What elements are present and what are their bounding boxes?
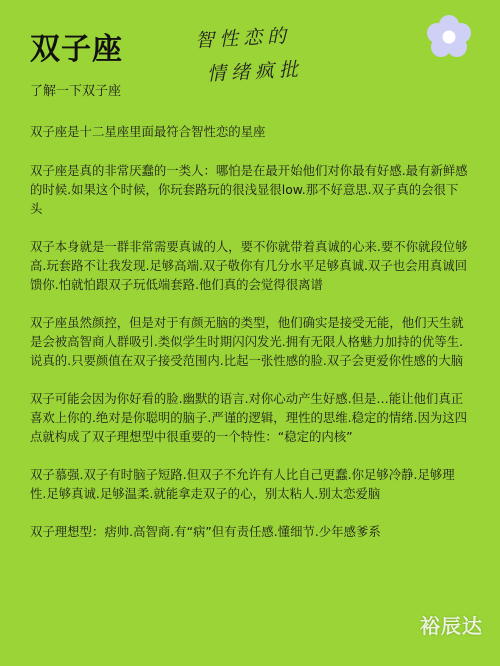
handwritten-caption xyxy=(194,16,347,92)
flower-icon xyxy=(426,14,472,60)
paragraph-4: 双子可能会因为你好看的脸.幽默的语言.对你心动产生好感.但是…能让他们真正喜欢上你的.绝对是你聪明的脑子.严谨的逻辑，理性的思维.稳定的情绪.因为这四点就构成了双子理想型中很重要的一个特性：“稳定的内核” xyxy=(30,391,468,444)
handwritten-line-2: 情绪疯批 xyxy=(206,58,304,86)
page-subtitle: 了解一下双子座 xyxy=(30,84,122,99)
paragraph-3: 双子座虽然颜控，但是对于有颜无脑的类型，他们确实是接受无能，他们天生就是会被高智商人群吸引.类似学生时期闪闪发光.拥有无限人格魅力加持的优等生.说真的.只要颜值在双子接受范围内.比起一张性感的脸.双子会更爱你性感的大脑 xyxy=(30,315,464,368)
watermark: 裕辰达 xyxy=(420,614,483,638)
page-title: 双子座 xyxy=(30,32,123,67)
handwritten-line-1: 智性恋的 xyxy=(194,24,292,52)
paragraph-6: 双子理想型：痞帅.高智商.有“病”但有责任感.懂细节.少年感爹系 xyxy=(30,524,381,539)
article-body xyxy=(30,122,470,560)
paragraph-1: 双子座是真的非常厌蠢的一类人：哪怕是在最开始他们对你最有好感.最有新鲜感的时候.如果这个时候，你玩套路玩的很浅显很low.那不好意思.双子真的会很下头 xyxy=(30,163,468,216)
paragraph-2: 双子本身就是一群非常需要真诚的人，要不你就带着真诚的心来.要不你就段位够高.玩套路不让我发现.足够高端.双子敬你有几分水平足够真诚.双子也会用真诚回馈你.怕就怕跟双子玩低端套路.他们真的会觉得很离谱 xyxy=(30,239,468,292)
paragraph-intro: 双子座是十二星座里面最符合智性恋的星座 xyxy=(30,124,266,139)
paragraph-5: 双子慕强.双子有时脑子短路.但双子不允许有人比自己更蠢.你足够冷静.足够理性.足够真诚.足够温柔.就能拿走双子的心，别太粘人.别太恋爱脑 xyxy=(30,467,455,501)
